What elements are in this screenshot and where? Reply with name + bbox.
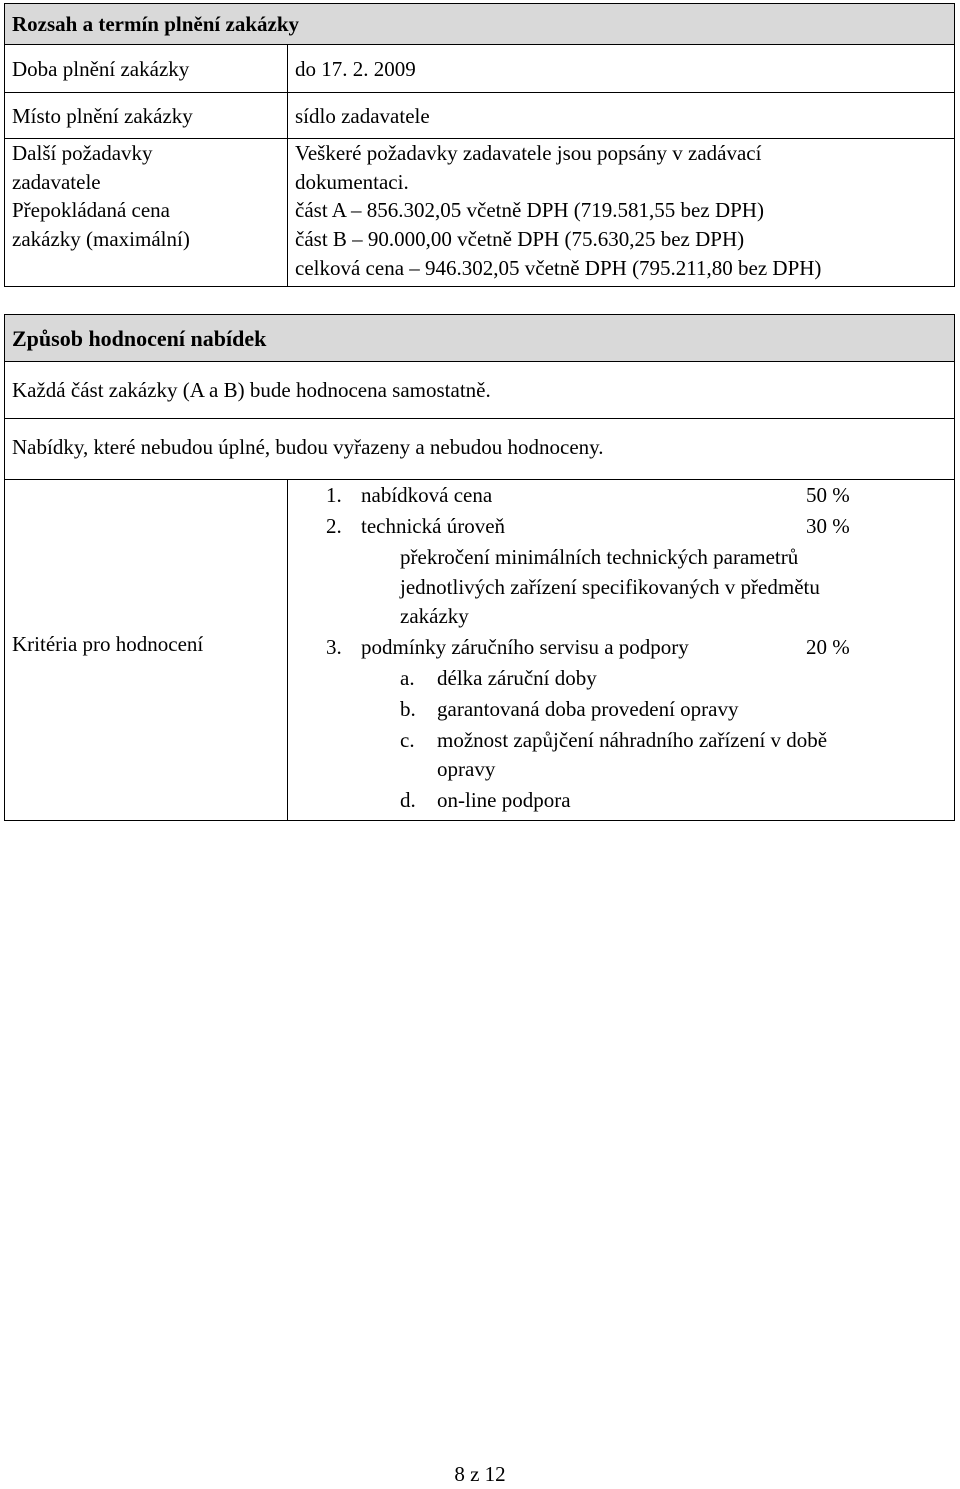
subcriterion-letter: a. (400, 666, 415, 690)
value-line: dokumentaci. (295, 170, 409, 194)
criteria-row (5, 479, 954, 820)
evaluation-note-incomplete (5, 418, 954, 474)
scope-row-deadline (5, 44, 954, 92)
evaluation-header-text: Způsob hodnocení nabídek (12, 326, 267, 351)
row-value (295, 45, 948, 84)
label-line: Doba plnění zakázky (12, 57, 190, 81)
value-line: část A – 856.302,05 včetně DPH (719.581,55 bez DPH) (295, 198, 764, 222)
row-value (295, 93, 948, 131)
subcriterion-letter: b. (400, 697, 416, 721)
criterion-text: nabídková cena (361, 483, 493, 507)
scope-header (5, 4, 954, 44)
label-line: zadavatele (12, 170, 101, 194)
value-line: část B – 90.000,00 včetně DPH (75.630,25 bez DPH) (295, 227, 745, 251)
criterion-detail-line: jednotlivých zařízení specifikovaných v předmětu (400, 575, 820, 599)
subcriterion-text: délka záruční doby (437, 666, 597, 690)
criterion-detail-line: zakázky (400, 604, 469, 628)
criterion-weight: 30 % (806, 514, 850, 538)
criterion-number: 2. (326, 514, 342, 538)
note-text: Nabídky, které nebudou úplné, budou vyřazeny a nebudou hodnoceny. (12, 435, 604, 459)
criterion-text: podmínky záručního servisu a podpory (361, 635, 689, 659)
row-label (5, 93, 288, 138)
criterion-number: 1. (326, 483, 342, 507)
value-line: Veškeré požadavky zadavatele jsou popsány v zadávací (295, 141, 762, 165)
evaluation-table (4, 314, 955, 821)
evaluation-header (5, 315, 954, 361)
criteria-label-cell (5, 480, 288, 820)
row-label (5, 196, 288, 286)
subcriterion-letter: d. (400, 788, 416, 812)
criteria-label: Kritéria pro hodnocení (12, 632, 204, 656)
scope-row-place (5, 92, 954, 138)
criterion-detail-line: překročení minimálních technických parametrů (400, 545, 799, 569)
criterion-weight: 20 % (806, 635, 850, 659)
subcriterion-text: on-line podpora (437, 788, 571, 812)
subcriterion-text: garantovaná doba provedení opravy (437, 697, 739, 721)
subcriterion-text: opravy (437, 757, 496, 781)
value-line: celková cena – 946.302,05 včetně DPH (795.211,80 bez DPH) (295, 256, 822, 280)
row-value (295, 196, 948, 283)
value-line: sídlo zadavatele (295, 104, 430, 128)
subcriterion-text: možnost zapůjčení náhradního zařízení v době (437, 728, 828, 752)
label-line: Místo plnění zakázky (12, 104, 193, 128)
label-line: Další požadavky (12, 141, 153, 165)
note-text: Každá část zakázky (A a B) bude hodnocena samostatně. (12, 378, 491, 402)
page-number: 8 z 12 (454, 1462, 506, 1486)
criterion-number: 3. (326, 635, 342, 659)
row-value (295, 139, 948, 197)
row-label (5, 139, 288, 196)
criterion-weight: 50 % (806, 483, 850, 507)
scope-row-price (5, 196, 954, 286)
subcriterion-letter: c. (400, 728, 415, 752)
scope-header-text: Rozsah a termín plnění zakázky (12, 12, 300, 36)
label-line: Přepokládaná cena (12, 198, 171, 222)
scope-table (4, 3, 955, 287)
evaluation-note-parts (5, 361, 954, 418)
row-label (5, 45, 288, 92)
value-line: do 17. 2. 2009 (295, 57, 416, 81)
scope-row-requirements (5, 138, 954, 196)
criterion-text: technická úroveň (361, 514, 506, 538)
label-line: zakázky (maximální) (12, 227, 190, 251)
